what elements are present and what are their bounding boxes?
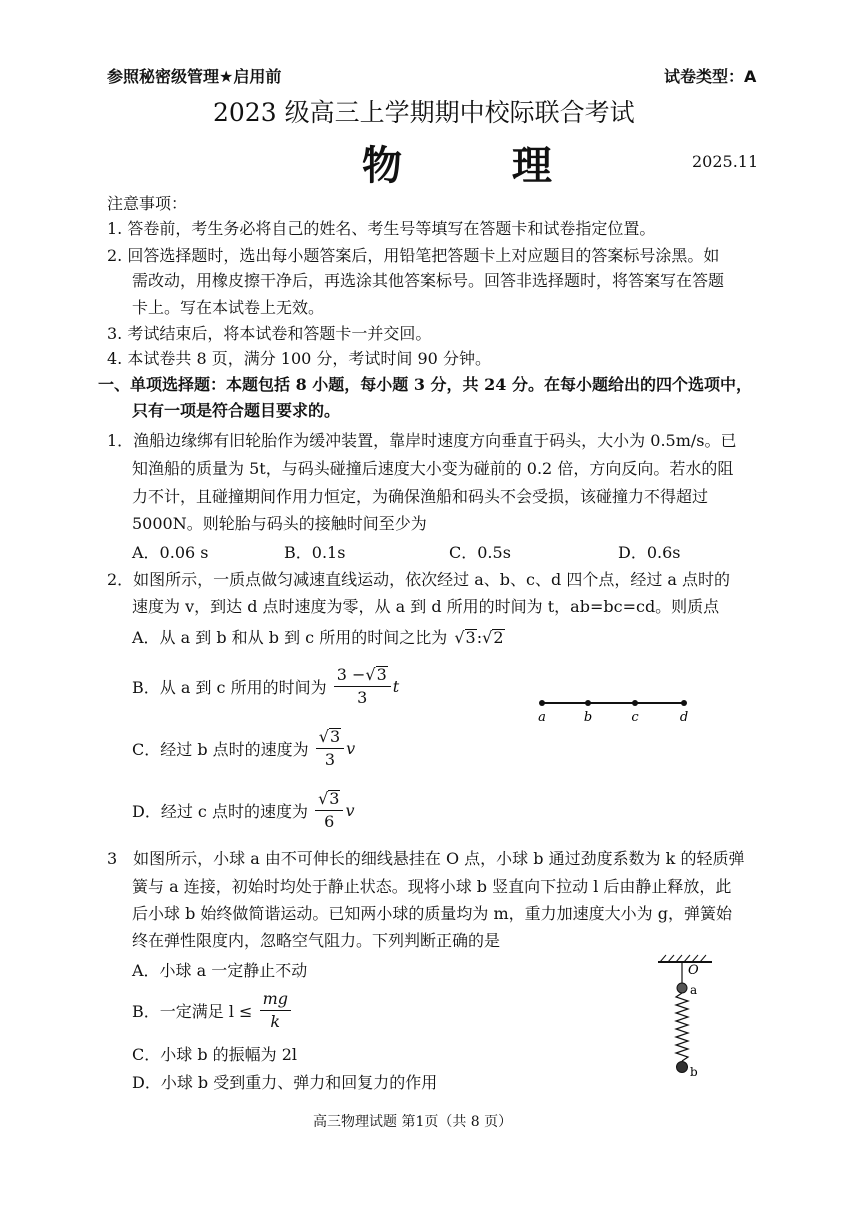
fraction — [260, 988, 291, 1033]
sqrt-3: 3 — [329, 727, 341, 746]
q3-text: 3 如图所示，小球 a 由不可伸长的细线悬挂在 O 点，小球 b 通过劲度系数为 k 的轻质弹 — [107, 849, 745, 868]
fraction: $\frac{√3}{3}$ — [316, 726, 344, 771]
notice-item: 1. 答卷前，考生务必将自己的姓名、考生号等填写在答题卡和试卷指定位置。 — [107, 219, 656, 238]
frac-num: mg — [260, 988, 291, 1011]
notice-item: 4. 本试卷共 8 页，满分 100 分，考试时间 90 分钟。 — [107, 349, 491, 368]
point-b — [585, 700, 591, 706]
q1-option-d: D．0.6s — [618, 543, 681, 562]
spring — [676, 993, 688, 1061]
q3-option-b — [132, 988, 293, 1033]
ball-b — [677, 1062, 688, 1073]
sqrt-2: 2 — [493, 628, 504, 647]
q1-option-a: A．0.06 s — [132, 543, 209, 562]
page-footer: 高三物理试题 第1页（共 8 页） — [313, 1114, 513, 1130]
frac-den: 3 — [357, 688, 368, 707]
exam-date: 2025.11 — [692, 152, 759, 171]
label-b: b — [690, 1065, 698, 1079]
var-v: v — [346, 739, 356, 758]
fraction: $\frac{√3}{6}$ — [315, 788, 343, 833]
label-O: O — [688, 963, 699, 978]
notice-heading: 注意事项： — [107, 194, 188, 213]
frac-den: 6 — [324, 812, 335, 831]
notice-item: 2. 回答选择题时，选出每小题答案后，用铅笔把答题卡上对应题目的答案标号涂黑。如 — [107, 246, 720, 265]
notice-item: 3. 考试结束后，将本试卷和答题卡一并交回。 — [107, 324, 432, 343]
q1-text: 知渔船的质量为 5t，与码头碰撞后速度大小变为碰前的 0.2 倍，方向反向。若水的阻 — [132, 459, 734, 478]
exam-type-label: 试卷类型：A — [664, 67, 757, 86]
q1-option-c: C．0.5s — [449, 543, 511, 562]
q1-option-b: B．0.1s — [284, 543, 346, 562]
q3-text: 簧与 a 连接，初始时均处于静止状态。现将小球 b 竖直向下拉动 l 后由静止释放，此 — [132, 877, 732, 896]
q3-option-a: A．小球 a 一定静止不动 — [132, 961, 308, 980]
point-d — [681, 700, 687, 706]
point-a — [539, 700, 545, 706]
var-v: v — [345, 801, 355, 820]
q2-option-c — [132, 726, 355, 771]
notice-item: 需改动，用橡皮擦干净后，再选涂其他答案标号。回答非选择题时，将答案写在答题 — [132, 271, 725, 290]
label-b: b — [583, 710, 593, 725]
q2-option-a-text: A．从 a 到 b 和从 b 到 c 所用的时间之比为 — [132, 628, 448, 647]
label-a: a — [690, 983, 698, 997]
q3-spring-diagram — [650, 952, 730, 1082]
q1-text: 1．渔船边缘绑有旧轮胎作为缓冲装置，靠岸时速度方向垂直于码头，大小为 0.5m/s。已 — [107, 431, 737, 450]
q2-option-d-text: D．经过 c 点时的速度为 — [132, 802, 308, 821]
q2-option-b — [132, 664, 399, 709]
q2-line-diagram — [530, 693, 695, 725]
ball-a — [677, 983, 687, 993]
q3-text: 后小球 b 始终做简谐运动。已知两小球的质量均为 m，重力加速度大小为 g，弹簧始 — [132, 904, 733, 923]
exam-title: 2023 级高三上学期期中校际联合考试 — [213, 98, 635, 127]
notice-item: 卡上。写在本试卷上无效。 — [132, 298, 325, 317]
q2-option-c-text: C．经过 b 点时的速度为 — [132, 740, 309, 759]
q3-text: 终在弹性限度内，忽略空气阻力。下列判断正确的是 — [132, 931, 501, 950]
q3-option-d: D．小球 b 受到重力、弹力和回复力的作用 — [132, 1073, 438, 1092]
sqrt-3: 3 — [329, 789, 340, 808]
label-c: c — [631, 710, 639, 725]
frac-den: 3 — [324, 750, 336, 769]
sqrt-3: 3 — [376, 665, 387, 684]
ceiling-hatch — [660, 955, 706, 962]
confidentiality-label: 参照秘密级管理★启用前 — [107, 67, 282, 86]
section-heading-cont: 只有一项是符合题目要求的。 — [132, 401, 341, 420]
frac-den: k — [270, 1012, 281, 1031]
q2-option-a: A．从 a 到 b 和从 b 到 c 所用的时间之比为 √3:√2 — [132, 628, 504, 647]
q2-text: 2．如图所示，一质点做匀减速直线运动，依次经过 a、b、c、d 四个点，经过 a 点时的 — [107, 570, 731, 589]
label-d: d — [679, 710, 689, 725]
q1-text: 力不计，且碰撞期间作用力恒定，为确保渔船和码头不会受损，该碰撞力不得超过 — [132, 487, 709, 506]
q1-text: 5000N。则轮胎与码头的接触时间至少为 — [132, 514, 427, 533]
section-heading: 一、单项选择题：本题包括 8 小题，每小题 3 分，共 24 分。在每小题给出的四个选项中， — [98, 375, 752, 394]
frac-num: 3 − — [336, 665, 366, 684]
point-c — [632, 700, 638, 706]
sqrt-3: 3 — [465, 628, 476, 647]
label-a: a — [538, 710, 546, 725]
var-t: t — [392, 677, 400, 696]
fraction: $\frac{3 -√3}{3}$ — [334, 664, 391, 709]
q2-option-d — [132, 788, 355, 833]
q2-option-b-text: B．从 a 到 c 所用的时间为 — [132, 678, 327, 697]
ratio-sep: : — [476, 628, 483, 647]
q2-text: 速度为 v，到达 d 点时速度为零，从 a 到 d 所用的时间为 t，ab=bc=cd。则质点 — [132, 597, 720, 616]
q3-option-c: C．小球 b 的振幅为 2l — [132, 1045, 298, 1064]
subject-title: 物 理 — [362, 142, 600, 189]
q3-option-b-text: B．一定满足 l ≤ — [132, 1002, 253, 1021]
